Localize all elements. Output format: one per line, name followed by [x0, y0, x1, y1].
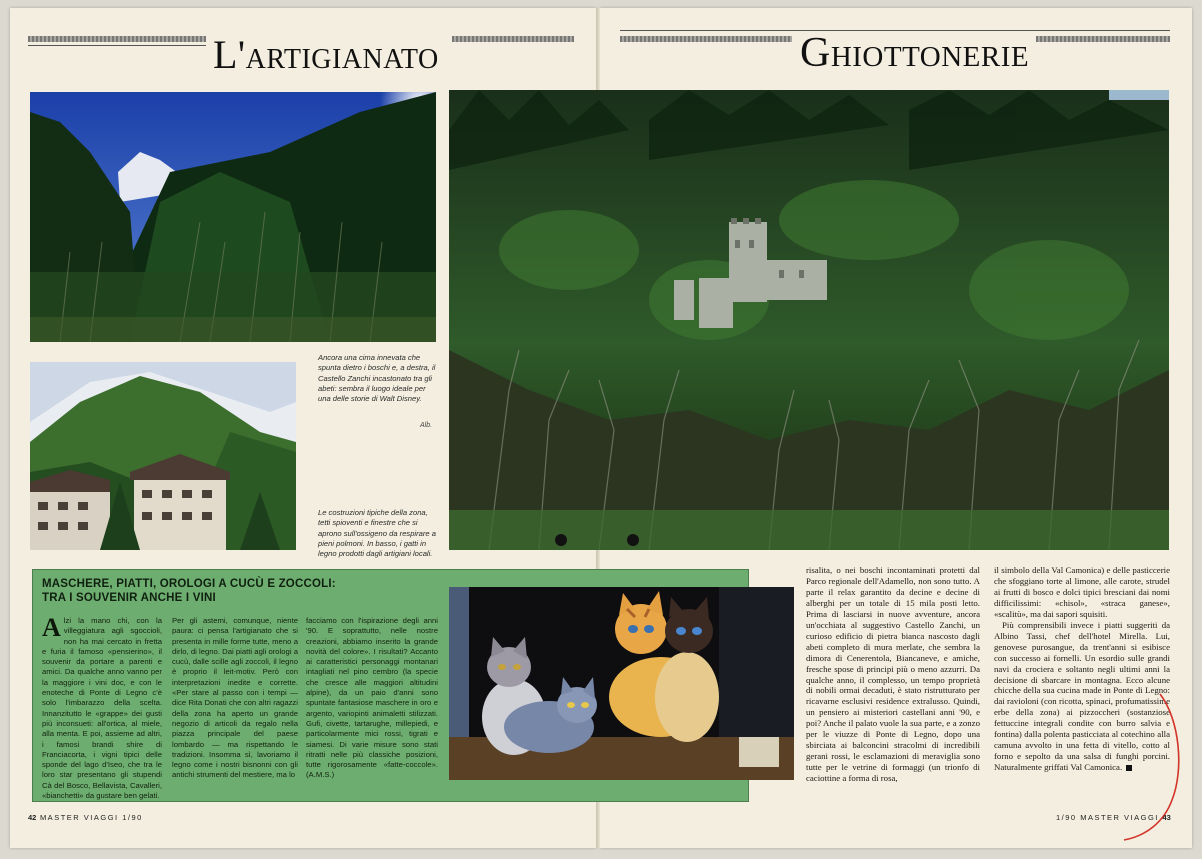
dropcap: A	[42, 613, 61, 642]
sidebar-column-1-text: lzi la mano chi, con la villeggiatura agli sgoccioli, non ha mai cercato in fretta e furia il famoso «pensierino», il souvenir da portare a parenti e amici. Da qualche anno vanno per la maggiore i vini doc, e con le enoteche di Ponte di Legno c'è solo l'imbarazzo della scelta. Innanzitutto le «grappe» dei gusti più inconsueti: all'ortica, al miele, alla menta. E poi, assieme ad altri, i famosi brandi shire di Franciacorta, i vigni tipici delle sponde del lago d'Iseo, che tra le loro star presentano gli stupendi Cà del Bosco, Bellavista, Cavalleri, «bianchetti» da gustare ben gelati.	[42, 616, 162, 801]
photo-castle-forest	[449, 90, 1169, 550]
headline-right: Ghiottonerie	[800, 30, 1030, 76]
header-rule-left-2	[452, 36, 574, 42]
footer-left-issue: 1/90	[122, 813, 143, 822]
header-rule-right-2	[1036, 36, 1170, 42]
footer-right-page-number: 43	[1162, 813, 1171, 822]
sidebar-column-3-text: facciamo con l'ispirazione degli anni '90. E soprattutto, nelle nostre creazioni, abbiamo inserito la grande novità del colore». I risultati? Accanto ai caratteristici personaggi montanari intagliati nel pino cembro (la specie che cresce alle maggiori altitudini alpine), da un paio d'anni sono spuntate fantasiose maschere in oro e argento, variopinti animaletti stilizzati. Gufi, civette, tartarughe, millepiedi, e particolarmente mici rossi, tigrati e siamesi. Di varie misure sono stati ritratti nelle più classiche posizioni, tutte rigorosamente «fatte-coccole».	[306, 616, 438, 770]
footer-right-magazine: MASTER VIAGGI	[1080, 813, 1159, 822]
headline-left: L'artigianato	[213, 32, 439, 77]
sidebar-title-line-1: MASCHERE, PIATTI, OROLOGI A CUCÙ E ZOCCOLI:	[42, 578, 336, 590]
sidebar-title-line-2: TRA I SOUVENIR ANCHE I VINI	[42, 592, 216, 604]
pen-annotation	[1120, 690, 1190, 850]
article-column-1-paragraph: risalita, o nei boschi incontaminati protetti dal Parco regionale dell'Adamello, non sono tutto. A parte il relax garantito da decine e decine di alberghi per un totale di 15 mila posti letto. Prima di lasciarsi in nuove avventure, ancora un'occhiata al suggestivo Castello Zanchi, un curioso edificio di pietra bianca nascosto dagli abeti completo di mura merlate, che sembra la dimora di Cenerentola, Biancaneve, e amiche, fresche spose di principi più o meno azzurri. Da qualche anno, il complesso, un tempo proprietà di nobili ormai decaduti, è stato ristrutturato per ricavarne esclusivi residence extralusso. Quindi, un pensiero ai misteriori castellani anni '90, e poi? Anche il palato vuole la sua parte, e a zonzo per le viuzze di Ponte di Legno, dopo una sbirciata ai balconcini stracolmi di incredibili gerani rossi, le esclamazioni di meraviglia sono tutte per le vetrine di formaggi (un trionfo di caciottine a forma di rosa,	[806, 565, 980, 784]
photo-mountain-forest	[30, 92, 436, 342]
sidebar-column-3	[306, 616, 438, 781]
header-rule-right	[620, 36, 792, 42]
footer-right-issue: 1/90	[1056, 813, 1077, 822]
footer-left-page-number: 42	[28, 813, 37, 822]
sidebar-column-2: Per gli astemi, comunque, niente paura: ci pensa l'artigianato che si presenta in mille forme tutte, meno a dirlo, di legno. Dai piatti agli orologi a cucù, dalle scille agli zoccoli, il legno è proprio il leit-motiv. Però con interpretazioni inedite e corrette. «Per stare al passo con i tempi — dice Rita Donati che con altri ragazzi della zona ha aperto un grande negozio di articoli da regalo nella piazza principale del paese lombardo — ma rispettando le tradizioni. Insomma sì, lavoriamo il legno come i nostri bisnonni con gli antichi strumenti del mestiere, ma lo	[172, 616, 298, 780]
article-column-2-paragraph-2-text: Più comprensibili invece i piatti suggeriti da Albino Tassi, chef dell'hotel Mirella. Lui, genovese purosangue, da trent'anni si esibisce con successo ai fornelli. Un esordio sulle grandi navi da crociera e soltanto negli ultimi anni la decisione di sbarcare in montagna. Ecco alcune chicche della sua cucina made in Ponte di Legno: dai ravioloni (con ricotta, spinaci, profumatissime erbe della zona) ai pizzoccheri (sostanziose fettuccine integrali condite con burro salvia e fontina) dalla polenta pasticciata al cotechino alla camuna avvolto in una fetta di vitello, cotto al forno e sepolto da una salsa di funghi porcini. Naturalmente griffati Val Camonica.	[994, 619, 1170, 773]
caption-castle: Ancora una cima innevata che spunta dietro i boschi e, a destra, il Castello Zanchi incastonato tra gli abeti: sembra il luogo ideale per una delle storie di Walt Disney.	[318, 353, 436, 404]
photo-chalet	[30, 362, 296, 550]
footer-left	[28, 813, 143, 822]
photo-signature: Alb.	[420, 422, 433, 429]
caption-houses: Le costruzioni tipiche della zona, tetti spioventi e finestre che si aprono sull'ossigeno da respirare a pieni polmoni. In basso, i gatti in legno prodotti dagli artigiani locali.	[318, 508, 436, 559]
article-column-1	[806, 565, 980, 784]
photo-wooden-cats	[449, 587, 794, 780]
sidebar-title	[42, 577, 336, 605]
sidebar-column-1	[42, 613, 162, 801]
header-rule-left	[28, 36, 206, 42]
sidebar-column-3-signature: (A.M.S.)	[306, 770, 335, 780]
footer-left-magazine: MASTER VIAGGI	[39, 813, 119, 822]
footer-right	[1056, 813, 1171, 822]
article-column-2-paragraph-1: il simbolo della Val Camonica) e delle pasticcerie che sfoggiano torte al limone, alle carote, strudel ai frutti di bosco e dolci tipici bresciani dai nomi difficilissimi: «chisol», «straca ganese», «scalitù», ma dai sapori squisiti.	[994, 565, 1170, 619]
header-rule-left-thin	[28, 45, 206, 46]
